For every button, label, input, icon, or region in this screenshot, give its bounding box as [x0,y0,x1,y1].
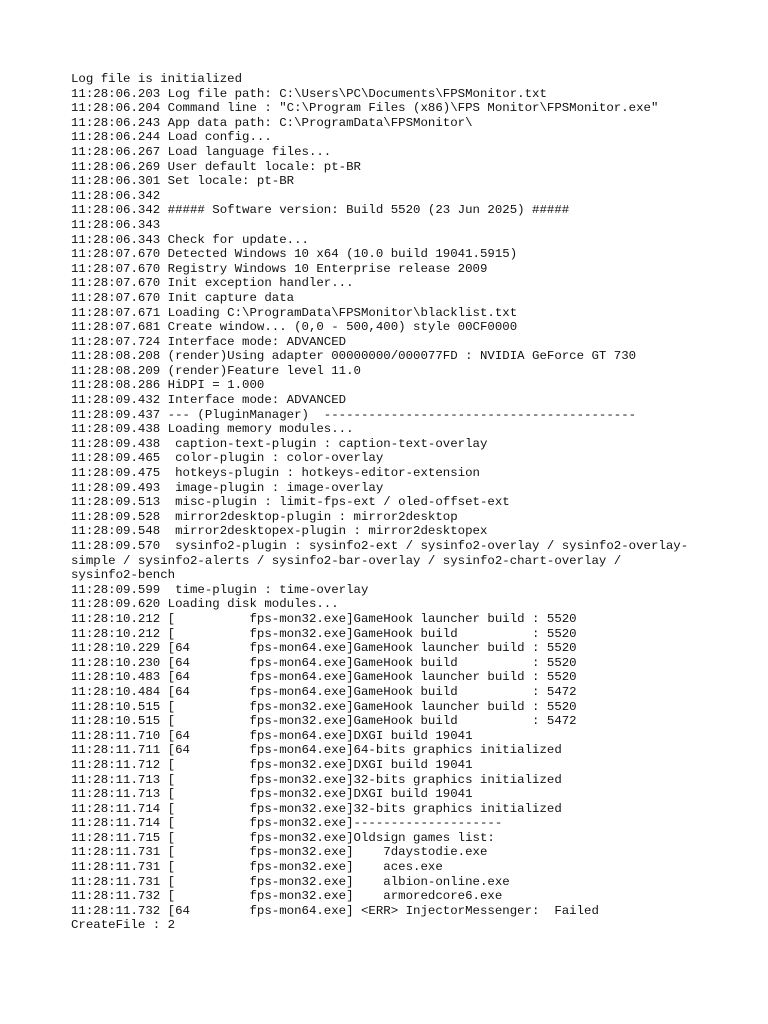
log-line: Log file is initialized [71,72,243,86]
log-line: 11:28:10.230 [64 fps-mon64.exe]GameHook build : 5520 [71,655,577,670]
log-line: 11:28:10.515 [ fps-mon32.exe]GameHook build : 5472 [71,714,577,729]
log-line: 11:28:06.342 [71,188,161,203]
log-line: 11:28:06.203 Log file path: C:\Users\PC\Documents\FPSMonitor.txt [71,86,547,101]
log-line: 11:28:09.438 Loading memory modules... [71,422,354,437]
log-line: 11:28:10.212 [ fps-mon32.exe]GameHook build : 5520 [71,626,577,641]
log-line: 11:28:11.715 [ fps-mon32.exe]Oldsign games list: [71,830,495,845]
log-line: 11:28:09.528 mirror2desktop-plugin : mirror2desktop [71,509,458,524]
log-line: 11:28:09.570 sysinfo2-plugin : sysinfo2-ext / sysinfo2-overlay / sysinfo2-overlay- [71,539,689,553]
log-line: 11:28:09.437 --- (PluginManager) ------------------------------------------ [71,407,637,422]
log-line: 11:28:06.301 Set locale: pt-BR [71,174,295,189]
log-line: 11:28:07.670 Detected Windows 10 x64 (10.0 build 19041.5915) [71,247,518,262]
log-line: 11:28:11.732 [64 fps-mon64.exe] <ERR> InjectorMessenger: Failed [71,903,599,918]
log-line: 11:28:09.475 hotkeys-plugin : hotkeys-editor-extension [71,466,480,481]
log-line: 11:28:06.243 App data path: C:\ProgramData\FPSMonitor\ [71,115,473,130]
log-line: 11:28:10.483 [64 fps-mon64.exe]GameHook launcher build : 5520 [71,670,577,685]
log-line: 11:28:07.681 Create window... (0,0 - 500,400) style 00CF0000 [71,320,518,335]
log-line: 11:28:06.204 Command line : "C:\Program Files (x86)\FPS Monitor\FPSMonitor.exe" [71,101,659,116]
log-line: 11:28:08.209 (render)Feature level 11.0 [71,363,361,378]
log-line: 11:28:10.229 [64 fps-mon64.exe]GameHook launcher build : 5520 [71,641,577,656]
log-line: 11:28:11.713 [ fps-mon32.exe]DXGI build 19041 [71,787,473,802]
log-line: sysinfo2-bench [71,568,176,583]
log-line: 11:28:11.731 [ fps-mon32.exe] aces.exe [71,860,443,875]
log-line: 11:28:09.493 image-plugin : image-overlay [71,480,384,495]
log-line: 11:28:09.513 misc-plugin : limit-fps-ext / oled-offset-ext [71,495,510,510]
log-line: 11:28:11.712 [ fps-mon32.exe]DXGI build 19041 [71,757,473,772]
log-line: 11:28:11.714 [ fps-mon32.exe]32-bits graphics initialized [71,801,562,816]
log-line: 11:28:07.724 Interface mode: ADVANCED [71,334,347,349]
log-line: 11:28:11.731 [ fps-mon32.exe] albion-online.exe [71,874,510,889]
log-line: 11:28:11.732 [ fps-mon32.exe] armoredcore6.exe [71,889,503,904]
log-line: 11:28:07.670 Init exception handler... [71,276,354,291]
log-line: 11:28:06.244 Load config... [71,130,272,145]
document-page [71,72,721,933]
log-line: 11:28:11.711 [64 fps-mon64.exe]64-bits graphics initialized [71,743,562,758]
log-line: 11:28:10.515 [ fps-mon32.exe]GameHook launcher build : 5520 [71,699,577,714]
log-line: 11:28:10.484 [64 fps-mon64.exe]GameHook build : 5472 [71,684,577,699]
log-line: 11:28:10.212 [ fps-mon32.exe]GameHook launcher build : 5520 [71,611,577,626]
log-line: 11:28:09.599 time-plugin : time-overlay [71,582,369,597]
log-line: 11:28:09.465 color-plugin : color-overlay [71,451,384,466]
log-line: 11:28:11.731 [ fps-mon32.exe] 7daystodie.exe [71,845,488,860]
log-line: simple / sysinfo2-alerts / sysinfo2-bar-overlay / sysinfo2-chart-overlay / [71,553,622,568]
log-line: 11:28:06.343 Check for update... [71,232,309,247]
log-line: 11:28:07.671 Loading C:\ProgramData\FPSMonitor\blacklist.txt [71,305,518,320]
log-line: 11:28:11.714 [ fps-mon32.exe]-------------------- [71,816,503,831]
log-line: 11:28:09.438 caption-text-plugin : caption-text-overlay [71,436,488,451]
log-line: 11:28:09.548 mirror2desktopex-plugin : mirror2desktopex [71,524,488,539]
log-line: 11:28:06.342 ##### Software version: Build 5520 (23 Jun 2025) ##### [71,203,570,218]
log-text [71,72,721,933]
log-line: 11:28:09.620 Loading disk modules... [71,597,339,612]
log-line: 11:28:09.432 Interface mode: ADVANCED [71,393,347,408]
log-line: 11:28:11.713 [ fps-mon32.exe]32-bits graphics initialized [71,772,562,787]
log-line: 11:28:08.208 (render)Using adapter 00000000/000077FD : NVIDIA GeForce GT 730 [71,349,637,364]
log-line: 11:28:06.343 [71,217,161,232]
log-line: 11:28:07.670 Init capture data [71,290,295,305]
log-line: 11:28:08.286 HiDPI = 1.000 [71,378,265,393]
log-line: 11:28:06.267 Load language files... [71,144,332,159]
log-line: 11:28:11.710 [64 fps-mon64.exe]DXGI build 19041 [71,728,473,743]
log-line: 11:28:07.670 Registry Windows 10 Enterprise release 2009 [71,261,488,276]
log-line: CreateFile : 2 [71,918,176,933]
log-line: 11:28:06.269 User default locale: pt-BR [71,159,361,174]
